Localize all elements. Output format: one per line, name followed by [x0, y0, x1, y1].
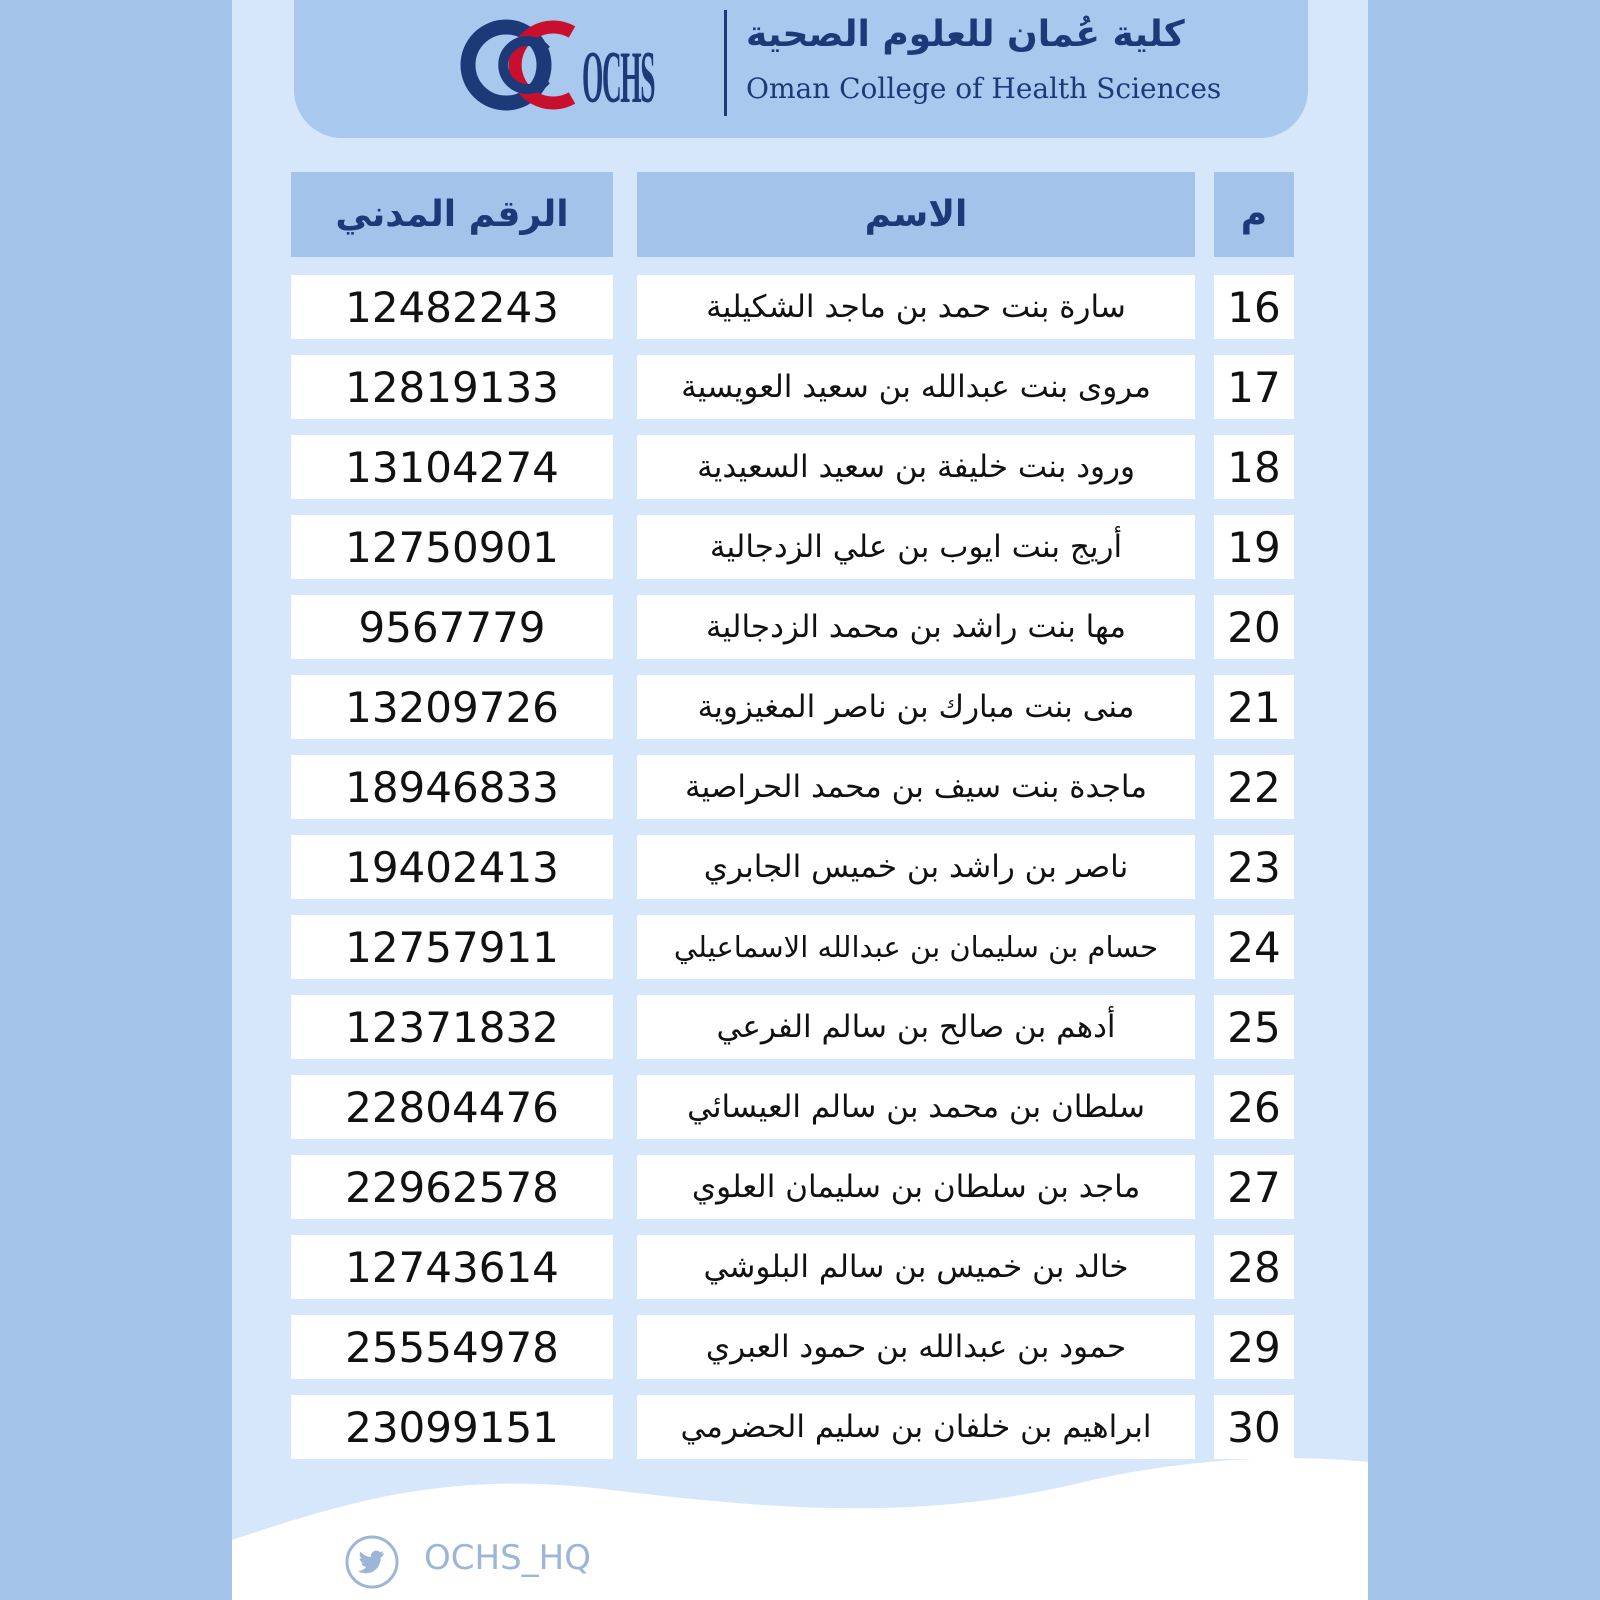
- civil-id-cell: 12819133: [291, 355, 613, 419]
- number-cell: 19: [1214, 515, 1294, 579]
- page-panel: [232, 0, 1368, 1600]
- civil-id-cell: 12371832: [291, 995, 613, 1059]
- civil-id-cell: 22804476: [291, 1075, 613, 1139]
- name-cell: ماجد بن سلطان بن سليمان العلوي: [637, 1155, 1195, 1219]
- number-cell: 18: [1214, 435, 1294, 499]
- number-cell: 21: [1214, 675, 1294, 739]
- number-cell: 28: [1214, 1235, 1294, 1299]
- name-cell: ابراهيم بن خلفان بن سليم الحضرمي: [637, 1395, 1195, 1459]
- number-cell: 29: [1214, 1315, 1294, 1379]
- name-cell: مروى بنت عبدالله بن سعيد العويسية: [637, 355, 1195, 419]
- logo-divider: [724, 10, 727, 116]
- name-cell: ورود بنت خليفة بن سعيد السعيدية: [637, 435, 1195, 499]
- civil-id-cell: 9567779: [291, 595, 613, 659]
- number-cell: 27: [1214, 1155, 1294, 1219]
- header-civil-id: الرقم المدني: [291, 172, 613, 257]
- civil-id-cell: 18946833: [291, 755, 613, 819]
- name-cell: أريج بنت ايوب بن علي الزدجالية: [637, 515, 1195, 579]
- ochs-logo: [454, 10, 654, 120]
- number-cell: 17: [1214, 355, 1294, 419]
- civil-id-cell: 19402413: [291, 835, 613, 899]
- number-cell: 16: [1214, 275, 1294, 339]
- civil-id-cell: 12757911: [291, 915, 613, 979]
- civil-id-cell: 12743614: [291, 1235, 613, 1299]
- college-name-arabic: كلية عُمان للعلوم الصحية: [746, 14, 1185, 55]
- name-cell: حمود بن عبدالله بن حمود العبري: [637, 1315, 1195, 1379]
- civil-id-cell: 23099151: [291, 1395, 613, 1459]
- twitter-handle[interactable]: OCHS_HQ: [424, 1538, 591, 1578]
- number-cell: 26: [1214, 1075, 1294, 1139]
- header-name: الاسم: [637, 172, 1195, 257]
- name-cell: مها بنت راشد بن محمد الزدجالية: [637, 595, 1195, 659]
- number-cell: 24: [1214, 915, 1294, 979]
- civil-id-cell: 25554978: [291, 1315, 613, 1379]
- number-cell: 30: [1214, 1395, 1294, 1459]
- college-name-english: Oman College of Health Sciences: [746, 72, 1222, 105]
- civil-id-cell: 13104274: [291, 435, 613, 499]
- number-cell: 23: [1214, 835, 1294, 899]
- civil-id-cell: 12750901: [291, 515, 613, 579]
- number-cell: 20: [1214, 595, 1294, 659]
- name-cell: ناصر بن راشد بن خميس الجابري: [637, 835, 1195, 899]
- civil-id-cell: 13209726: [291, 675, 613, 739]
- civil-id-cell: 22962578: [291, 1155, 613, 1219]
- name-cell: خالد بن خميس بن سالم البلوشي: [637, 1235, 1195, 1299]
- header-number: م: [1214, 172, 1294, 257]
- name-cell: أدهم بن صالح بن سالم الفرعي: [637, 995, 1195, 1059]
- footer-wave: [232, 1450, 1368, 1600]
- civil-id-cell: 12482243: [291, 275, 613, 339]
- name-cell: سارة بنت حمد بن ماجد الشكيلية: [637, 275, 1195, 339]
- name-cell: حسام بن سليمان بن عبدالله الاسماعيلي: [637, 915, 1195, 979]
- number-cell: 22: [1214, 755, 1294, 819]
- number-cell: 25: [1214, 995, 1294, 1059]
- header-banner: [294, 0, 1308, 138]
- name-cell: سلطان بن محمد بن سالم العيسائي: [637, 1075, 1195, 1139]
- name-cell: ماجدة بنت سيف بن محمد الحراصية: [637, 755, 1195, 819]
- twitter-icon[interactable]: [344, 1534, 400, 1590]
- logo-lettering: OCHS: [582, 37, 655, 119]
- name-cell: منى بنت مبارك بن ناصر المغيزوية: [637, 675, 1195, 739]
